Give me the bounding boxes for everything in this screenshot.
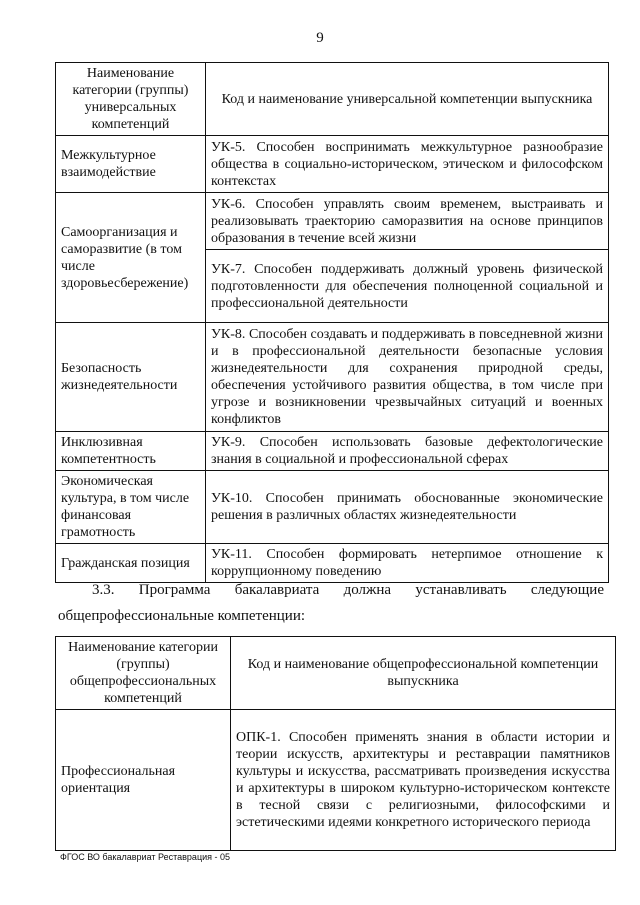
category-cell: Безопасность жизнедеятельности bbox=[56, 323, 206, 432]
competency-cell: УК-10. Способен принимать обоснованные экономические решения в различных областях жизнедеятельности bbox=[206, 471, 609, 544]
code-header: Код и наименование общепрофессиональной компетенции выпускника bbox=[231, 637, 616, 710]
section-paragraph-line-1: 3.3. Программа бакалавриата должна устанавливать следующие bbox=[92, 582, 604, 598]
competency-cell: УК-7. Способен поддерживать должный уровень физической подготовленности для обеспечения полноценной социальной и профессиональной деятельности bbox=[206, 250, 609, 323]
table-row bbox=[56, 193, 609, 250]
table-header-row bbox=[56, 637, 616, 710]
competency-cell: УК-6. Способен управлять своим временем, выстраивать и реализовывать траекторию саморазвития на основе принципов образования в течение всей жизни bbox=[206, 193, 609, 250]
category-cell: Экономическая культура, в том числе финансовая грамотность bbox=[56, 471, 206, 544]
table-header-row bbox=[56, 63, 609, 136]
category-cell: Инклюзивная компетентность bbox=[56, 432, 206, 471]
category-cell: Самоорганизация и саморазвитие (в том числе здоровьесбережение) bbox=[56, 193, 206, 323]
competency-cell: УК-11. Способен формировать нетерпимое отношение к коррупционному поведению bbox=[206, 544, 609, 583]
competency-cell: УК-9. Способен использовать базовые дефектологические знания в социальной и профессиональной сферах bbox=[206, 432, 609, 471]
footer-note: ФГОС ВО бакалавриат Реставрация - 05 bbox=[60, 852, 231, 862]
category-cell: Профессиональная ориентация bbox=[56, 710, 231, 851]
category-cell: Межкультурное взаимодействие bbox=[56, 136, 206, 193]
code-header: Код и наименование универсальной компетенции выпускника bbox=[206, 63, 609, 136]
category-header: Наименование категории (группы) универсальных компетенций bbox=[56, 63, 206, 136]
competency-cell: УК-5. Способен воспринимать межкультурное разнообразие общества в социально-историческом, этическом и философском контекстах bbox=[206, 136, 609, 193]
table-row bbox=[56, 544, 609, 583]
table-row bbox=[56, 323, 609, 432]
table-row bbox=[56, 471, 609, 544]
universal-competencies-table bbox=[55, 62, 609, 583]
table-row bbox=[56, 432, 609, 471]
page-number: 9 bbox=[316, 30, 324, 46]
competency-cell: УК-8. Способен создавать и поддерживать в повседневной жизни и в профессиональной деятельности безопасные условия жизнедеятельности для сохранения природной среды, обеспечения устойчивого развития общества, в том числе при угрозе и возникновении чрезвычайных ситуаций и военных конфликтов bbox=[206, 323, 609, 432]
general-professional-competencies-table bbox=[55, 636, 616, 851]
section-paragraph-line-2: общепрофессиональные компетенции: bbox=[58, 608, 306, 624]
category-header: Наименование категории (группы) общепрофессиональных компетенций bbox=[56, 637, 231, 710]
table-row bbox=[56, 710, 616, 851]
competency-cell: ОПК-1. Способен применять знания в области истории и теории искусств, архитектуры и реставрации памятников культуры и искусства, рассматривать произведения искусства и архитектуры в широком культурно-историческом контексте в тесной связи с религиозными, философскими и эстетическими идеями конкретного исторического периода bbox=[231, 710, 616, 851]
category-cell: Гражданская позиция bbox=[56, 544, 206, 583]
table-row bbox=[56, 136, 609, 193]
